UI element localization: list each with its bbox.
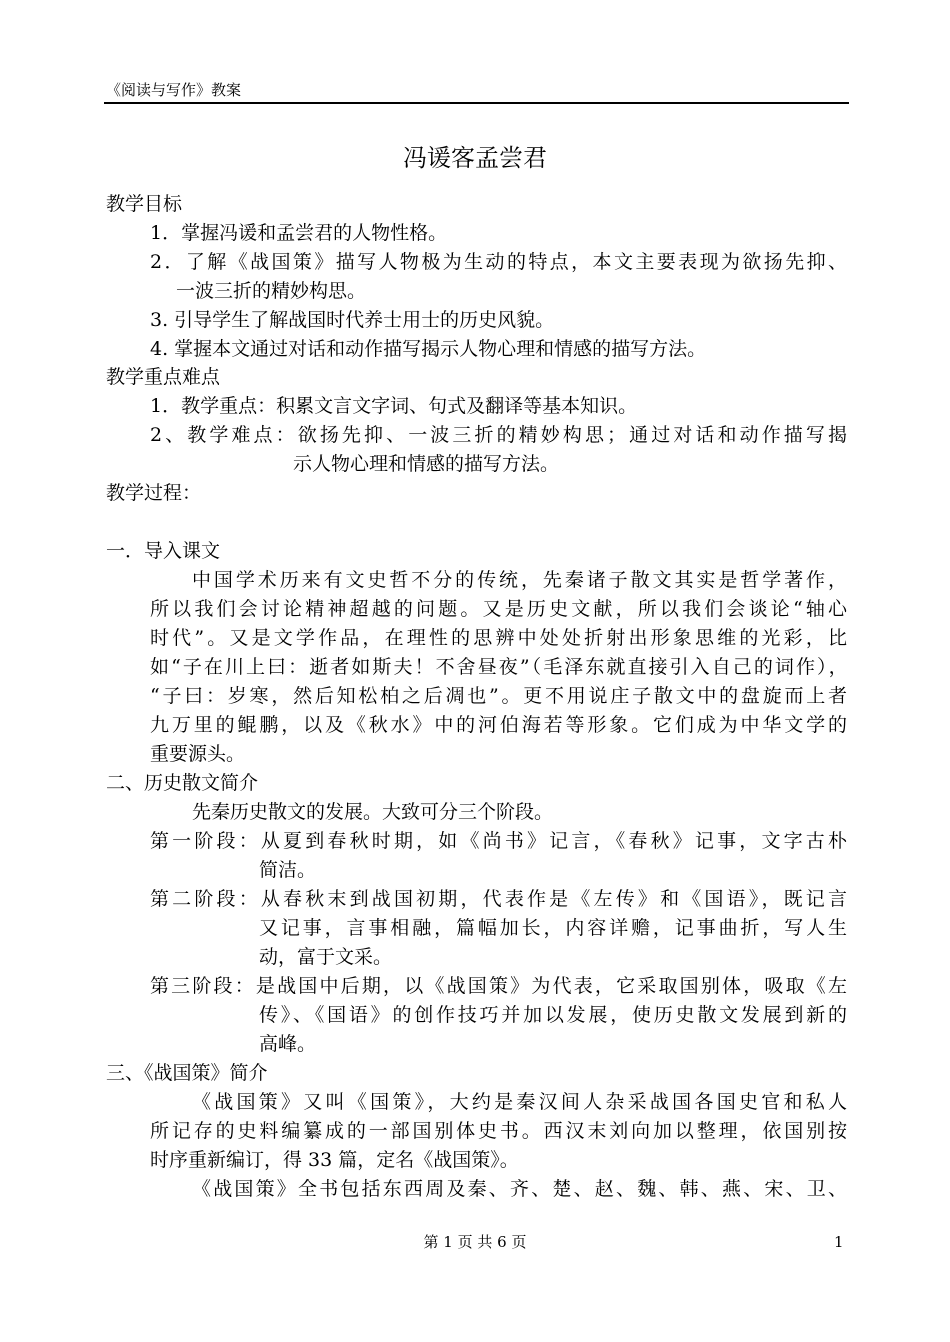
- objective-item-3: 3. 引导学生了解战国时代养士用士的历史风貌。: [150, 309, 555, 331]
- document-header: 《阅读与写作》教案: [106, 81, 242, 99]
- stage-3: 第三阶段：是战国中后期，以《战国策》为代表，它采取国别体，吸取《左: [150, 975, 847, 997]
- section-1-line: “子曰：岁寒，然后知松柏之后凋也”。更不用说庄子散文中的盘旋而上者: [150, 685, 847, 707]
- stage-3-cont: 传》、《国语》的创作技巧并加以发展，使历史散文发展到新的: [259, 1004, 847, 1026]
- objective-item-2: 2．了解《战国策》描写人物极为生动的特点，本文主要表现为欲扬先抑、: [150, 251, 847, 273]
- keypoint-item-2: 2、教学难点：欲扬先抑、一波三折的精妙构思；通过对话和动作描写揭: [150, 424, 847, 446]
- header-rule: [104, 102, 849, 104]
- stage-2-cont: 动，富于文采。: [259, 946, 393, 968]
- process-heading: 教学过程：: [106, 482, 202, 504]
- stage-3-cont: 高峰。: [259, 1033, 317, 1055]
- objective-item-1: 1．掌握冯谖和孟尝君的人物性格。: [150, 222, 448, 244]
- section-2-intro: 先秦历史散文的发展。大致可分三个阶段。: [192, 801, 554, 823]
- section-1-line: 重要源头。: [150, 743, 246, 765]
- keypoint-item-2-cont: 示人物心理和情感的描写方法。: [293, 453, 560, 475]
- stage-2-cont: 又记事，言事相融，篇幅加长，内容详赡，记事曲折，写人生: [259, 917, 847, 939]
- section-1-line: 如“子在川上曰：逝者如斯夫！不舍昼夜”（毛泽东就直接引入自己的词作），: [150, 656, 847, 678]
- section-3-paragraph-1-cont: 所记存的史料编纂成的一部国别体史书。西汉末刘向加以整理，依国别按: [150, 1120, 847, 1142]
- stage-2: 第二阶段：从春秋末到战国初期，代表作是《左传》和《国语》，既记言: [150, 888, 847, 910]
- objective-item-4: 4. 掌握本文通过对话和动作描写揭示人物心理和情感的描写方法。: [150, 338, 707, 360]
- stage-1: 第一阶段：从夏到春秋时期，如《尚书》记言，《春秋》记事，文字古朴: [150, 830, 847, 852]
- objectives-heading: 教学目标: [106, 193, 183, 215]
- section-3-paragraph-1: 《战国策》又叫《国策》，大约是秦汉间人杂采战国各国史官和私人: [192, 1091, 847, 1113]
- objective-item-2-cont: 一波三折的精妙构思。: [176, 280, 367, 302]
- section-3-heading: 三、《战国策》简介: [106, 1062, 268, 1084]
- section-3-paragraph-1-cont: 时序重新编订，得 33 篇，定名《战国策》。: [150, 1149, 519, 1171]
- section-2-heading: 二、历史散文简介: [106, 772, 259, 794]
- section-1-line: 九万里的鲲鹏，以及《秋水》中的河伯海若等形象。它们成为中华文学的: [150, 714, 847, 736]
- section-1-heading: 一．导入课文: [106, 540, 221, 562]
- stage-1-cont: 简洁。: [259, 859, 317, 881]
- page-footer: 第 1 页 共 6 页: [423, 1233, 527, 1251]
- keypoints-heading: 教学重点难点: [106, 366, 221, 388]
- section-1-line: 所以我们会讨论精神超越的问题。又是历史文献，所以我们会谈论“轴心: [150, 598, 847, 620]
- section-1-line: 中国学术历来有文史哲不分的传统，先秦诸子散文其实是哲学著作，: [192, 569, 847, 591]
- keypoint-item-1: 1．教学重点：积累文言文字词、句式及翻译等基本知识。: [150, 395, 638, 417]
- page-title: 冯谖客孟尝君: [403, 144, 547, 172]
- section-3-paragraph-2: 《战国策》全书包括东西周及秦、齐、楚、赵、魏、韩、燕、宋、卫、: [192, 1178, 847, 1200]
- section-1-line: 时代”。又是文学作品，在理性的思辨中处处折射出形象思维的光彩，比: [150, 627, 847, 649]
- page-number: 1: [834, 1233, 844, 1251]
